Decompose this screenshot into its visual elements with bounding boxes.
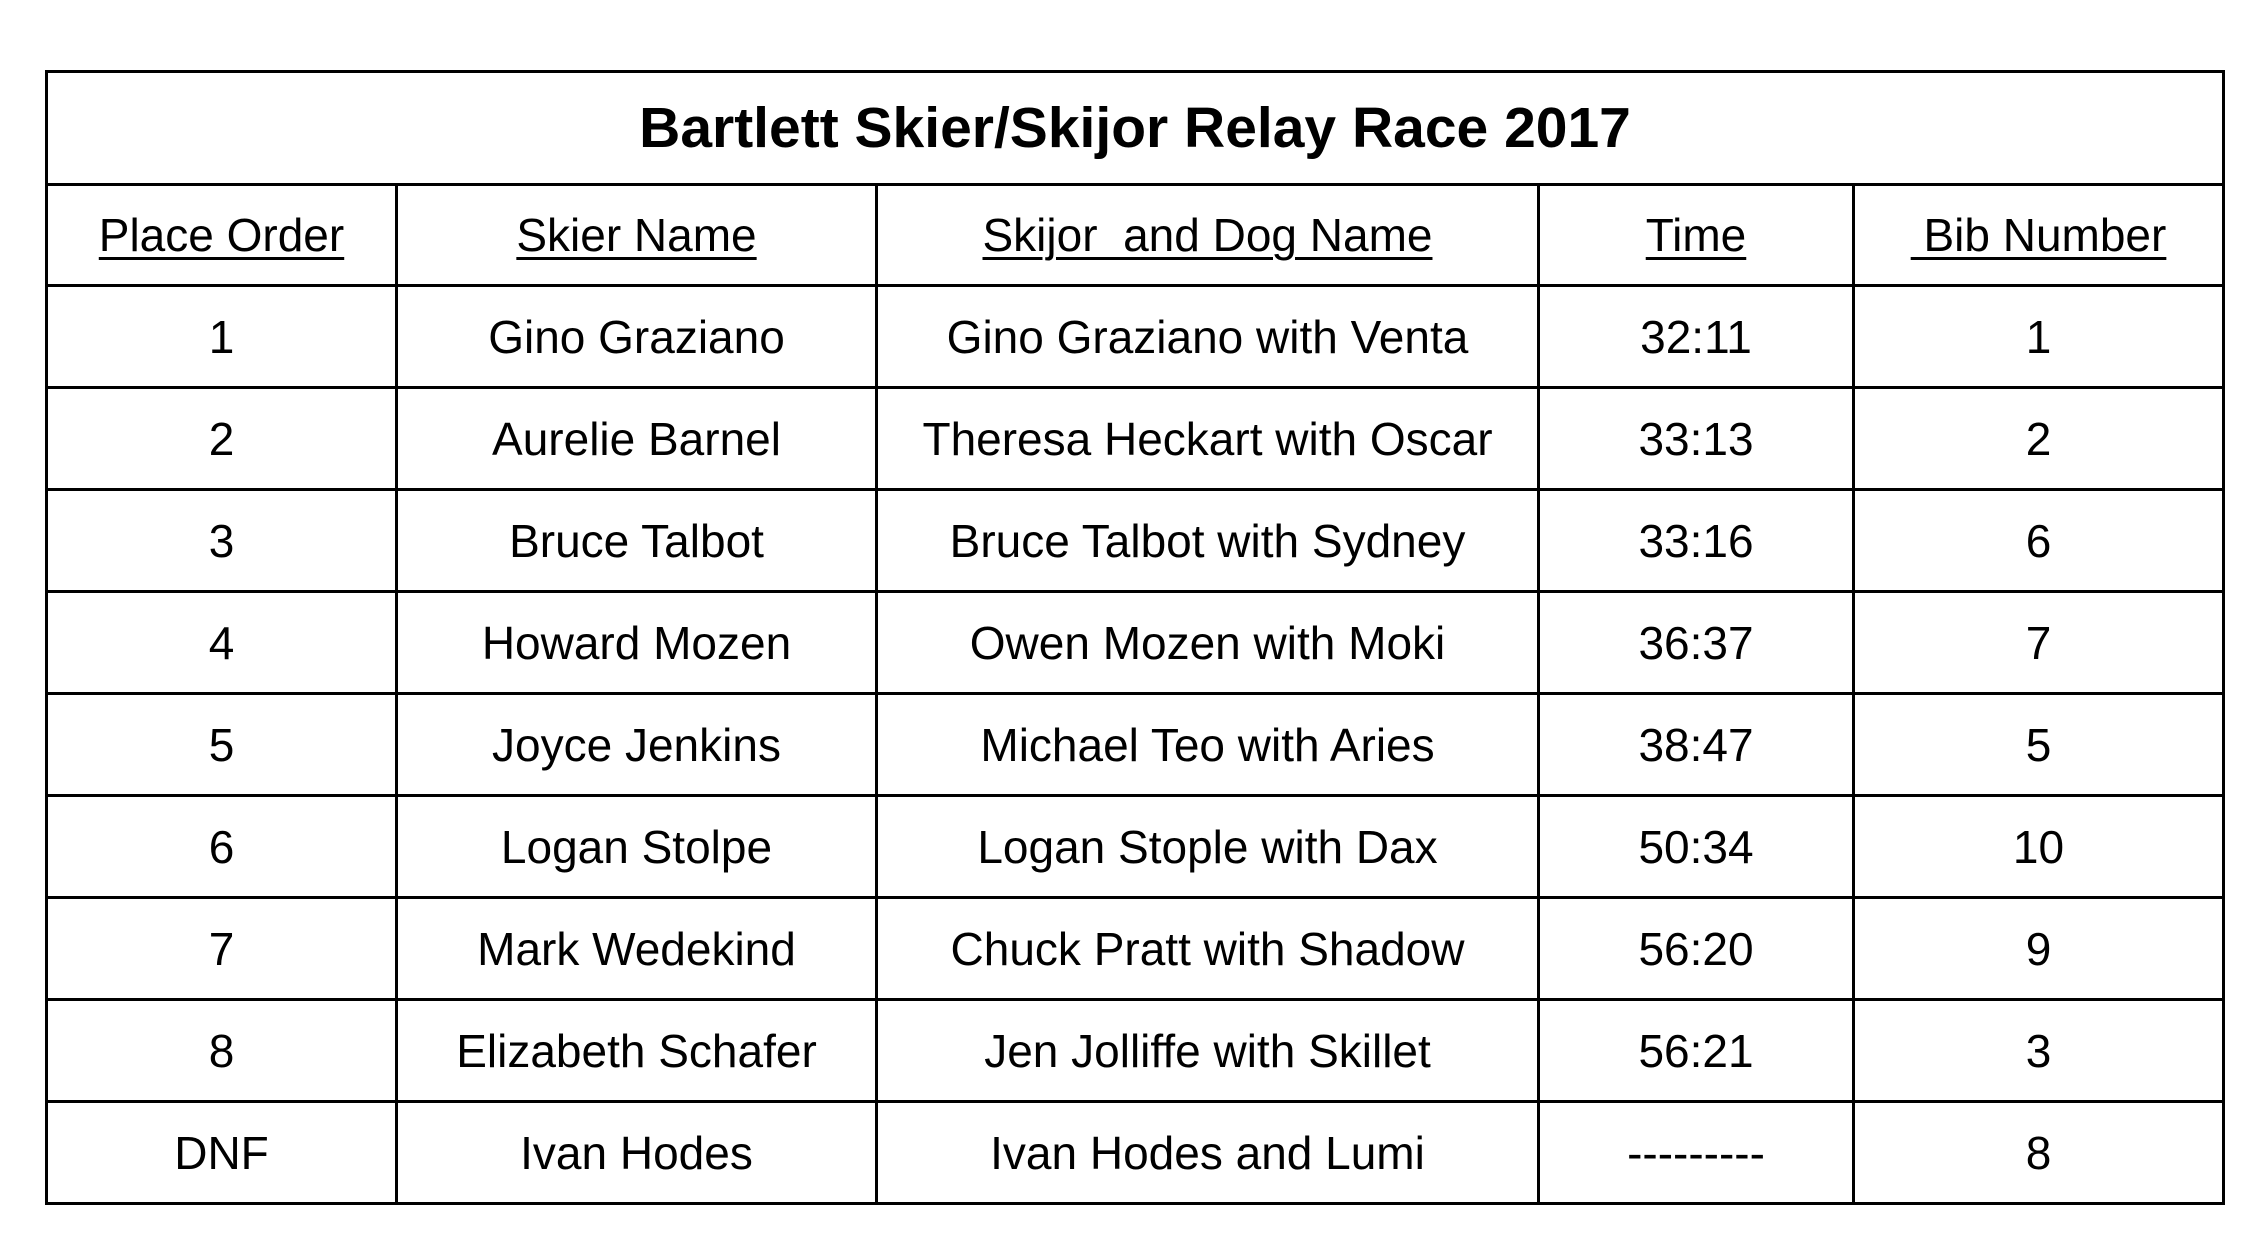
cell-skijor: Logan Stople with Dax xyxy=(877,796,1539,898)
table-row xyxy=(47,1000,2224,1102)
cell-skijor: Gino Graziano with Venta xyxy=(877,286,1539,388)
cell-skijor: Jen Jolliffe with Skillet xyxy=(877,1000,1539,1102)
header-skijor-dog-name: Skijor and Dog Name xyxy=(877,185,1539,286)
cell-skier: Ivan Hodes xyxy=(397,1102,877,1204)
cell-time: 36:37 xyxy=(1539,592,1854,694)
cell-skijor: Bruce Talbot with Sydney xyxy=(877,490,1539,592)
header-time: Time xyxy=(1539,185,1854,286)
cell-skier: Howard Mozen xyxy=(397,592,877,694)
cell-skier: Mark Wedekind xyxy=(397,898,877,1000)
cell-time: 56:21 xyxy=(1539,1000,1854,1102)
cell-skijor: Michael Teo with Aries xyxy=(877,694,1539,796)
cell-place: 4 xyxy=(47,592,397,694)
cell-bib: 1 xyxy=(1854,286,2224,388)
cell-time: --------- xyxy=(1539,1102,1854,1204)
header-bib-number: Bib Number xyxy=(1854,185,2224,286)
table-row xyxy=(47,694,2224,796)
cell-place: 7 xyxy=(47,898,397,1000)
cell-place: 8 xyxy=(47,1000,397,1102)
cell-time: 33:13 xyxy=(1539,388,1854,490)
title-row xyxy=(47,72,2224,185)
cell-skijor: Theresa Heckart with Oscar xyxy=(877,388,1539,490)
cell-place: 1 xyxy=(47,286,397,388)
cell-bib: 8 xyxy=(1854,1102,2224,1204)
table-row xyxy=(47,796,2224,898)
cell-skijor: Owen Mozen with Moki xyxy=(877,592,1539,694)
cell-place: 6 xyxy=(47,796,397,898)
cell-skier: Logan Stolpe xyxy=(397,796,877,898)
cell-skijor: Ivan Hodes and Lumi xyxy=(877,1102,1539,1204)
cell-skier: Aurelie Barnel xyxy=(397,388,877,490)
cell-bib: 10 xyxy=(1854,796,2224,898)
table-row xyxy=(47,286,2224,388)
cell-bib: 5 xyxy=(1854,694,2224,796)
cell-time: 38:47 xyxy=(1539,694,1854,796)
cell-bib: 7 xyxy=(1854,592,2224,694)
cell-bib: 3 xyxy=(1854,1000,2224,1102)
cell-skier: Joyce Jenkins xyxy=(397,694,877,796)
cell-place: 3 xyxy=(47,490,397,592)
header-place-order: Place Order xyxy=(47,185,397,286)
table-row xyxy=(47,1102,2224,1204)
cell-skijor: Chuck Pratt with Shadow xyxy=(877,898,1539,1000)
cell-place: DNF xyxy=(47,1102,397,1204)
results-table xyxy=(45,70,2225,1205)
cell-bib: 9 xyxy=(1854,898,2224,1000)
cell-place: 2 xyxy=(47,388,397,490)
cell-bib: 2 xyxy=(1854,388,2224,490)
table-title: Bartlett Skier/Skijor Relay Race 2017 xyxy=(47,72,2224,185)
cell-time: 50:34 xyxy=(1539,796,1854,898)
header-row xyxy=(47,185,2224,286)
header-skier-name: Skier Name xyxy=(397,185,877,286)
cell-place: 5 xyxy=(47,694,397,796)
cell-skier: Bruce Talbot xyxy=(397,490,877,592)
cell-time: 33:16 xyxy=(1539,490,1854,592)
cell-bib: 6 xyxy=(1854,490,2224,592)
table-row xyxy=(47,388,2224,490)
table-row xyxy=(47,592,2224,694)
table-row xyxy=(47,898,2224,1000)
table-row xyxy=(47,490,2224,592)
cell-skier: Elizabeth Schafer xyxy=(397,1000,877,1102)
cell-skier: Gino Graziano xyxy=(397,286,877,388)
cell-time: 56:20 xyxy=(1539,898,1854,1000)
cell-time: 32:11 xyxy=(1539,286,1854,388)
